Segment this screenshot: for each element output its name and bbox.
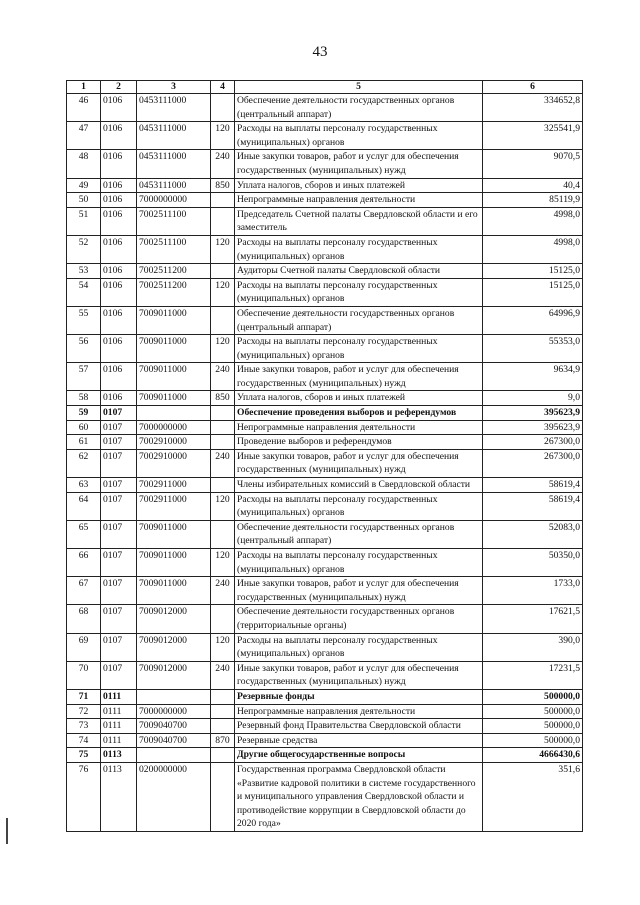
expense-type-cell — [211, 207, 235, 235]
expense-type-cell: 120 — [211, 122, 235, 150]
amount-cell: 17621,5 — [483, 605, 583, 633]
item-name-cell: Расходы на выплаты персоналу государственных (муниципальных) органов — [235, 549, 483, 577]
row-number-cell: 61 — [67, 435, 101, 450]
target-item-cell — [137, 406, 211, 421]
amount-cell: 9,0 — [483, 391, 583, 406]
table-row — [67, 335, 583, 363]
amount-cell: 267300,0 — [483, 449, 583, 477]
section-code-cell: 0106 — [101, 94, 137, 122]
row-number-cell: 51 — [67, 207, 101, 235]
amount-cell: 500000,0 — [483, 689, 583, 704]
expense-type-cell: 240 — [211, 577, 235, 605]
amount-cell: 500000,0 — [483, 719, 583, 734]
section-code-cell: 0107 — [101, 406, 137, 421]
table-row — [67, 520, 583, 548]
column-header: 2 — [101, 81, 137, 94]
table-row — [67, 633, 583, 661]
table-row — [67, 406, 583, 421]
amount-cell: 58619,4 — [483, 492, 583, 520]
amount-cell: 390,0 — [483, 633, 583, 661]
target-item-cell: 7000000000 — [137, 420, 211, 435]
expense-type-cell: 850 — [211, 391, 235, 406]
item-name-cell: Иные закупки товаров, работ и услуг для обеспечения государственных (муниципальных) нужд — [235, 577, 483, 605]
item-name-cell: Расходы на выплаты персоналу государственных (муниципальных) органов — [235, 633, 483, 661]
expense-type-cell — [211, 420, 235, 435]
item-name-cell: Расходы на выплаты персоналу государственных (муниципальных) органов — [235, 492, 483, 520]
item-name-cell: Резервные средства — [235, 733, 483, 748]
row-number-cell: 49 — [67, 178, 101, 193]
target-item-cell: 7000000000 — [137, 193, 211, 208]
table-row — [67, 719, 583, 734]
amount-cell: 85119,9 — [483, 193, 583, 208]
section-code-cell: 0106 — [101, 363, 137, 391]
target-item-cell: 7002911000 — [137, 492, 211, 520]
expense-type-cell: 850 — [211, 178, 235, 193]
row-number-cell: 57 — [67, 363, 101, 391]
target-item-cell: 7009011000 — [137, 577, 211, 605]
row-number-cell: 64 — [67, 492, 101, 520]
table-row — [67, 478, 583, 493]
target-item-cell: 7009011000 — [137, 306, 211, 334]
expense-type-cell: 240 — [211, 363, 235, 391]
column-header: 3 — [137, 81, 211, 94]
table-row — [67, 549, 583, 577]
amount-cell: 40,4 — [483, 178, 583, 193]
item-name-cell: Непрограммные направления деятельности — [235, 193, 483, 208]
expense-type-cell — [211, 605, 235, 633]
expense-type-cell: 120 — [211, 492, 235, 520]
item-name-cell: Обеспечение деятельности государственных органов (центральный аппарат) — [235, 306, 483, 334]
expense-type-cell: 120 — [211, 549, 235, 577]
amount-cell: 334652,8 — [483, 94, 583, 122]
row-number-cell: 76 — [67, 762, 101, 831]
section-code-cell: 0107 — [101, 492, 137, 520]
row-number-cell: 60 — [67, 420, 101, 435]
item-name-cell: Аудиторы Счетной палаты Свердловской области — [235, 264, 483, 279]
amount-cell: 395623,9 — [483, 420, 583, 435]
amount-cell: 17231,5 — [483, 661, 583, 689]
item-name-cell: Иные закупки товаров, работ и услуг для обеспечения государственных (муниципальных) нужд — [235, 363, 483, 391]
section-code-cell: 0106 — [101, 335, 137, 363]
row-number-cell: 52 — [67, 235, 101, 263]
table-row — [67, 449, 583, 477]
column-header: 4 — [211, 81, 235, 94]
row-number-cell: 65 — [67, 520, 101, 548]
item-name-cell: Резервный фонд Правительства Свердловской области — [235, 719, 483, 734]
table-header-row — [67, 81, 583, 94]
row-number-cell: 70 — [67, 661, 101, 689]
column-header: 6 — [483, 81, 583, 94]
section-code-cell: 0107 — [101, 435, 137, 450]
section-code-cell: 0106 — [101, 306, 137, 334]
section-code-cell: 0107 — [101, 577, 137, 605]
section-code-cell: 0111 — [101, 719, 137, 734]
expense-type-cell — [211, 406, 235, 421]
table-row — [67, 704, 583, 719]
amount-cell: 267300,0 — [483, 435, 583, 450]
table-row — [67, 733, 583, 748]
budget-table — [66, 80, 583, 832]
row-number-cell: 75 — [67, 748, 101, 763]
row-number-cell: 48 — [67, 150, 101, 178]
expense-type-cell: 240 — [211, 150, 235, 178]
section-code-cell: 0106 — [101, 150, 137, 178]
expense-type-cell: 120 — [211, 235, 235, 263]
amount-cell: 4998,0 — [483, 235, 583, 263]
table-row — [67, 150, 583, 178]
item-name-cell: Государственная программа Свердловской области «Развитие кадровой политики в системе государственного и муниципального управления Свердловской области и противодействие коррупции в Свердловской области до 2020 года» — [235, 762, 483, 831]
item-name-cell: Расходы на выплаты персоналу государственных (муниципальных) органов — [235, 335, 483, 363]
section-code-cell: 0106 — [101, 207, 137, 235]
expense-type-cell: 240 — [211, 661, 235, 689]
row-number-cell: 59 — [67, 406, 101, 421]
row-number-cell: 74 — [67, 733, 101, 748]
row-number-cell: 62 — [67, 449, 101, 477]
table-row — [67, 391, 583, 406]
table-row — [67, 363, 583, 391]
amount-cell: 1733,0 — [483, 577, 583, 605]
table-row — [67, 264, 583, 279]
item-name-cell: Члены избирательных комиссий в Свердловской области — [235, 478, 483, 493]
item-name-cell: Проведение выборов и референдумов — [235, 435, 483, 450]
amount-cell: 351,6 — [483, 762, 583, 831]
section-code-cell: 0107 — [101, 661, 137, 689]
amount-cell: 500000,0 — [483, 704, 583, 719]
item-name-cell: Непрограммные направления деятельности — [235, 420, 483, 435]
row-number-cell: 53 — [67, 264, 101, 279]
table-row — [67, 235, 583, 263]
item-name-cell: Председатель Счетной палаты Свердловской области и его заместитель — [235, 207, 483, 235]
row-number-cell: 72 — [67, 704, 101, 719]
target-item-cell: 0453111000 — [137, 94, 211, 122]
table-row — [67, 661, 583, 689]
item-name-cell: Непрограммные направления деятельности — [235, 704, 483, 719]
item-name-cell: Уплата налогов, сборов и иных платежей — [235, 391, 483, 406]
amount-cell: 4998,0 — [483, 207, 583, 235]
amount-cell: 52083,0 — [483, 520, 583, 548]
table-row — [67, 689, 583, 704]
table-row — [67, 420, 583, 435]
target-item-cell: 7002511200 — [137, 264, 211, 279]
item-name-cell: Иные закупки товаров, работ и услуг для обеспечения государственных (муниципальных) нужд — [235, 661, 483, 689]
section-code-cell: 0113 — [101, 762, 137, 831]
expense-type-cell — [211, 306, 235, 334]
column-header: 1 — [67, 81, 101, 94]
expense-type-cell — [211, 748, 235, 763]
expense-type-cell — [211, 193, 235, 208]
amount-cell: 50350,0 — [483, 549, 583, 577]
amount-cell: 500000,0 — [483, 733, 583, 748]
table-row — [67, 492, 583, 520]
table-row — [67, 193, 583, 208]
target-item-cell: 7009012000 — [137, 661, 211, 689]
amount-cell: 64996,9 — [483, 306, 583, 334]
table-body — [67, 94, 583, 832]
expense-type-cell — [211, 689, 235, 704]
section-code-cell: 0107 — [101, 549, 137, 577]
expense-type-cell — [211, 478, 235, 493]
target-item-cell: 7009040700 — [137, 733, 211, 748]
expense-type-cell — [211, 264, 235, 279]
item-name-cell: Иные закупки товаров, работ и услуг для обеспечения государственных (муниципальных) нужд — [235, 449, 483, 477]
target-item-cell: 7009012000 — [137, 605, 211, 633]
section-code-cell: 0106 — [101, 193, 137, 208]
target-item-cell: 7009040700 — [137, 719, 211, 734]
amount-cell: 395623,9 — [483, 406, 583, 421]
table-row — [67, 605, 583, 633]
row-number-cell: 63 — [67, 478, 101, 493]
expense-type-cell: 120 — [211, 278, 235, 306]
expense-type-cell — [211, 94, 235, 122]
item-name-cell: Обеспечение деятельности государственных органов (территориальные органы) — [235, 605, 483, 633]
expense-type-cell — [211, 719, 235, 734]
section-code-cell: 0107 — [101, 420, 137, 435]
expense-type-cell: 120 — [211, 335, 235, 363]
item-name-cell: Уплата налогов, сборов и иных платежей — [235, 178, 483, 193]
section-code-cell: 0113 — [101, 748, 137, 763]
target-item-cell — [137, 689, 211, 704]
section-code-cell: 0111 — [101, 689, 137, 704]
row-number-cell: 46 — [67, 94, 101, 122]
item-name-cell: Расходы на выплаты персоналу государственных (муниципальных) органов — [235, 122, 483, 150]
row-number-cell: 50 — [67, 193, 101, 208]
item-name-cell: Расходы на выплаты персоналу государственных (муниципальных) органов — [235, 235, 483, 263]
row-number-cell: 73 — [67, 719, 101, 734]
section-code-cell: 0111 — [101, 733, 137, 748]
section-code-cell: 0107 — [101, 605, 137, 633]
page-number: 43 — [312, 44, 328, 60]
table-row — [67, 178, 583, 193]
target-item-cell: 0200000000 — [137, 762, 211, 831]
expense-type-cell — [211, 762, 235, 831]
column-header: 5 — [235, 81, 483, 94]
section-code-cell: 0111 — [101, 704, 137, 719]
target-item-cell: 7002911000 — [137, 478, 211, 493]
item-name-cell: Обеспечение проведения выборов и референдумов — [235, 406, 483, 421]
section-code-cell: 0106 — [101, 391, 137, 406]
target-item-cell: 7009011000 — [137, 549, 211, 577]
table-row — [67, 762, 583, 831]
target-item-cell: 7009012000 — [137, 633, 211, 661]
target-item-cell: 7002511200 — [137, 278, 211, 306]
row-number-cell: 67 — [67, 577, 101, 605]
section-code-cell: 0106 — [101, 122, 137, 150]
amount-cell: 4666430,6 — [483, 748, 583, 763]
target-item-cell: 0453111000 — [137, 178, 211, 193]
amount-cell: 15125,0 — [483, 264, 583, 279]
row-number-cell: 55 — [67, 306, 101, 334]
section-code-cell: 0106 — [101, 178, 137, 193]
expense-type-cell: 120 — [211, 633, 235, 661]
table-row — [67, 306, 583, 334]
row-number-cell: 69 — [67, 633, 101, 661]
target-item-cell: 7009011000 — [137, 391, 211, 406]
row-number-cell: 66 — [67, 549, 101, 577]
target-item-cell: 0453111000 — [137, 150, 211, 178]
section-code-cell: 0107 — [101, 449, 137, 477]
expense-type-cell — [211, 520, 235, 548]
row-number-cell: 47 — [67, 122, 101, 150]
target-item-cell: 7002511100 — [137, 207, 211, 235]
row-number-cell: 58 — [67, 391, 101, 406]
target-item-cell: 7002910000 — [137, 449, 211, 477]
section-code-cell: 0106 — [101, 235, 137, 263]
target-item-cell: 7002511100 — [137, 235, 211, 263]
target-item-cell: 7009011000 — [137, 335, 211, 363]
section-code-cell: 0106 — [101, 264, 137, 279]
amount-cell: 55353,0 — [483, 335, 583, 363]
expense-type-cell: 870 — [211, 733, 235, 748]
item-name-cell: Другие общегосударственные вопросы — [235, 748, 483, 763]
item-name-cell: Иные закупки товаров, работ и услуг для обеспечения государственных (муниципальных) нужд — [235, 150, 483, 178]
amount-cell: 58619,4 — [483, 478, 583, 493]
target-item-cell: 7009011000 — [137, 520, 211, 548]
table-row — [67, 748, 583, 763]
item-name-cell: Резервные фонды — [235, 689, 483, 704]
expense-type-cell — [211, 704, 235, 719]
section-code-cell: 0107 — [101, 520, 137, 548]
section-code-cell: 0107 — [101, 633, 137, 661]
amount-cell: 325541,9 — [483, 122, 583, 150]
row-number-cell: 71 — [67, 689, 101, 704]
table-row — [67, 122, 583, 150]
amount-cell: 15125,0 — [483, 278, 583, 306]
item-name-cell: Обеспечение деятельности государственных органов (центральный аппарат) — [235, 94, 483, 122]
row-number-cell: 54 — [67, 278, 101, 306]
target-item-cell: 7000000000 — [137, 704, 211, 719]
table-row — [67, 278, 583, 306]
item-name-cell: Расходы на выплаты персоналу государственных (муниципальных) органов — [235, 278, 483, 306]
expense-type-cell — [211, 435, 235, 450]
row-number-cell: 68 — [67, 605, 101, 633]
section-code-cell: 0107 — [101, 478, 137, 493]
target-item-cell: 7002910000 — [137, 435, 211, 450]
target-item-cell — [137, 748, 211, 763]
item-name-cell: Обеспечение деятельности государственных органов (центральный аппарат) — [235, 520, 483, 548]
expense-type-cell: 240 — [211, 449, 235, 477]
section-code-cell: 0106 — [101, 278, 137, 306]
table-row — [67, 94, 583, 122]
target-item-cell: 7009011000 — [137, 363, 211, 391]
table-row — [67, 435, 583, 450]
row-number-cell: 56 — [67, 335, 101, 363]
amount-cell: 9070,5 — [483, 150, 583, 178]
margin-mark — [6, 818, 8, 844]
table-row — [67, 577, 583, 605]
amount-cell: 9634,9 — [483, 363, 583, 391]
target-item-cell: 0453111000 — [137, 122, 211, 150]
table-row — [67, 207, 583, 235]
